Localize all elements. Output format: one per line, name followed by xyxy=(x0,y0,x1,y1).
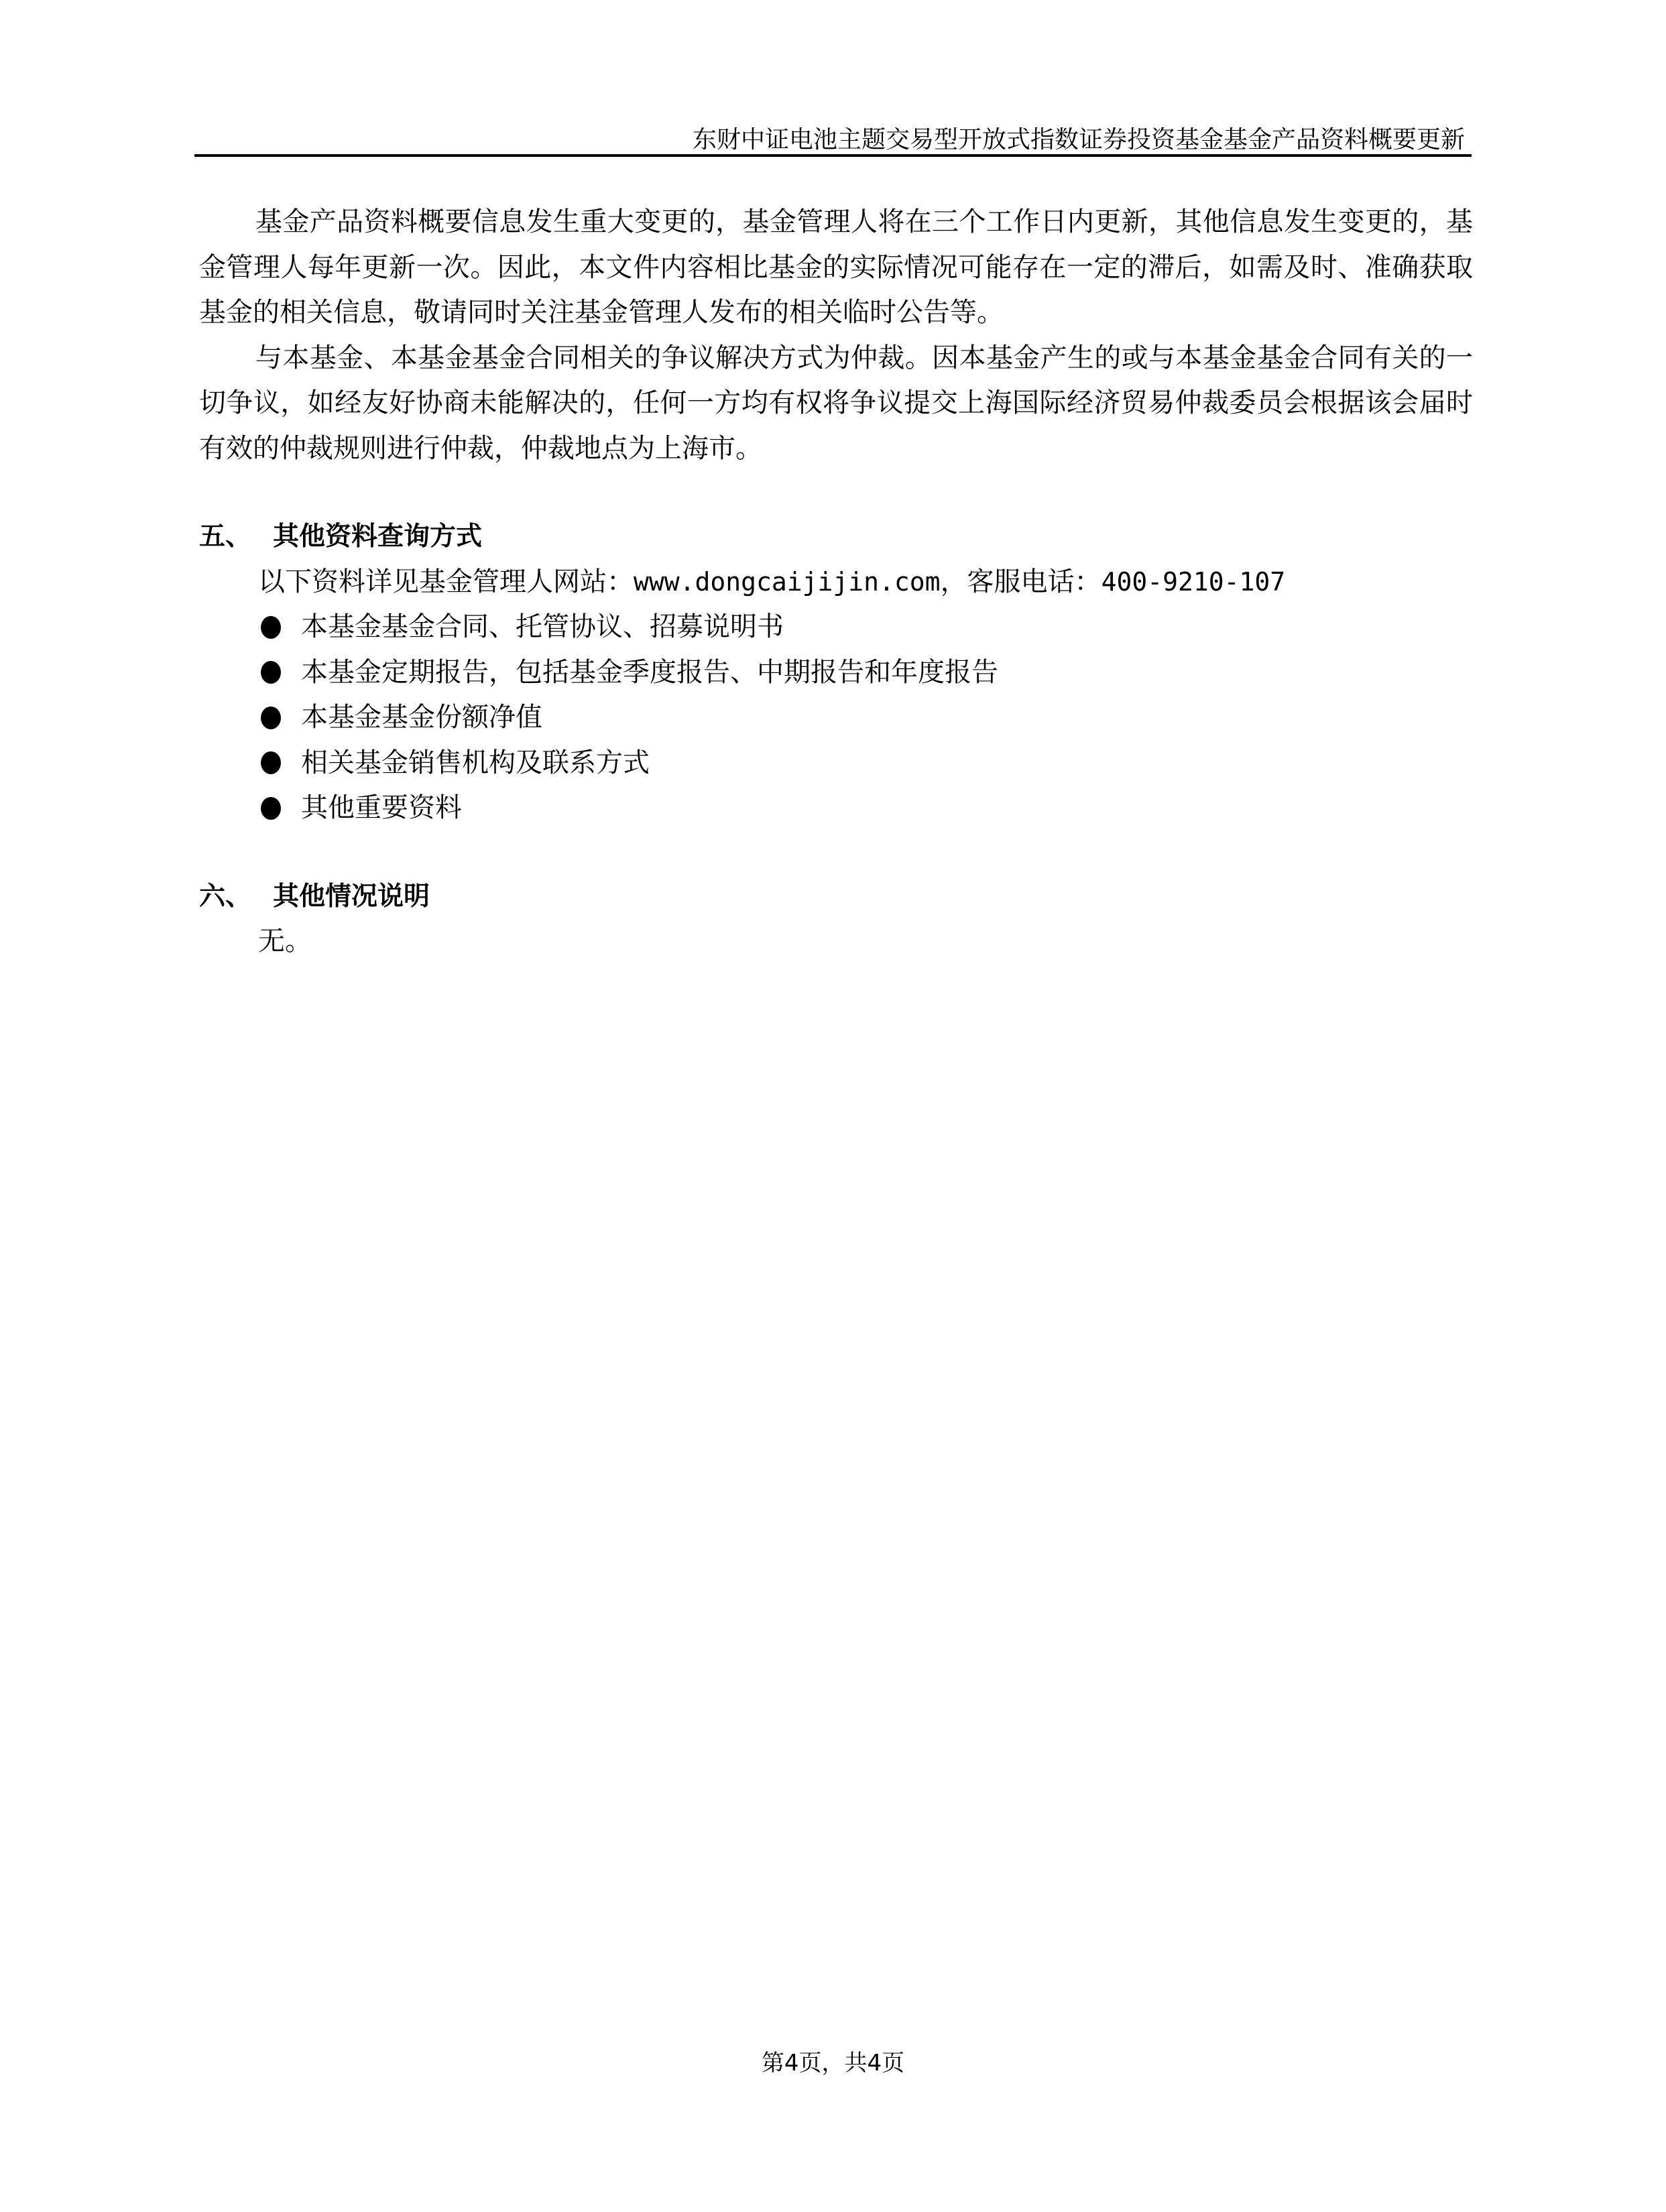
list-item xyxy=(261,605,1473,650)
list-item xyxy=(261,650,1473,696)
header-divider xyxy=(194,154,1472,157)
section-number: 六、 xyxy=(199,881,252,912)
query-intro xyxy=(199,560,1473,605)
phone-label: ，客服电话： xyxy=(940,566,1102,597)
list-item xyxy=(261,695,1473,741)
intro-text: 以下资料详见基金管理人网站： xyxy=(258,566,634,597)
document-body xyxy=(199,200,1473,965)
list-item-text: 本基金定期报告，包括基金季度报告、中期报告和年度报告 xyxy=(301,656,998,688)
section-heading xyxy=(199,874,1473,920)
document-list xyxy=(199,605,1473,831)
paragraph-update-notice: 基金产品资料概要信息发生重大变更的，基金管理人将在三个工作日内更新，其他信息发生变更的，基金管理人每年更新一次。因此，本文件内容相比基金的实际情况可能存在一定的滞后，如需及时、准确获取基金的相关信息，敬请同时关注基金管理人发布的相关临时公告等。 xyxy=(199,206,1473,328)
section-number: 五、 xyxy=(199,521,252,552)
list-item-text: 其他重要资料 xyxy=(301,792,462,823)
section-heading xyxy=(199,514,1473,560)
list-item-text: 相关基金销售机构及联系方式 xyxy=(301,747,650,778)
list-item-text: 本基金基金份额净值 xyxy=(301,702,542,733)
bullet-icon xyxy=(261,706,281,729)
section-title: 其他资料查询方式 xyxy=(273,521,483,552)
document-header-title: 东财中证电池主题交易型开放式指数证券投资基金基金产品资料概要更新 xyxy=(692,126,1465,153)
bullet-icon xyxy=(261,797,281,820)
section-content: 无。 xyxy=(258,926,312,957)
page-number-footer: 第4页，共4页 xyxy=(761,2050,905,2077)
bullet-icon xyxy=(261,751,281,774)
list-item xyxy=(261,786,1473,831)
section-other-info-query xyxy=(199,514,1473,831)
phone-number: 400-9210-107 xyxy=(1101,566,1286,597)
bullet-icon xyxy=(261,661,281,684)
section-other-notes xyxy=(199,874,1473,965)
list-item xyxy=(261,741,1473,786)
bullet-icon xyxy=(261,616,281,639)
section-title: 其他情况说明 xyxy=(273,881,430,912)
list-item-text: 本基金基金合同、托管协议、招募说明书 xyxy=(301,611,784,642)
paragraph-dispute-resolution: 与本基金、本基金基金合同相关的争议解决方式为仲裁。因本基金产生的或与本基金基金合同有关的一切争议，如经友好协商未能解决的，任何一方均有权将争议提交上海国际经济贸易仲裁委员会根据该会届时有效的仲裁规则进行仲裁，仲裁地点为上海市。 xyxy=(199,342,1473,464)
website-link[interactable]: www.dongcaijijin.com xyxy=(634,566,941,597)
